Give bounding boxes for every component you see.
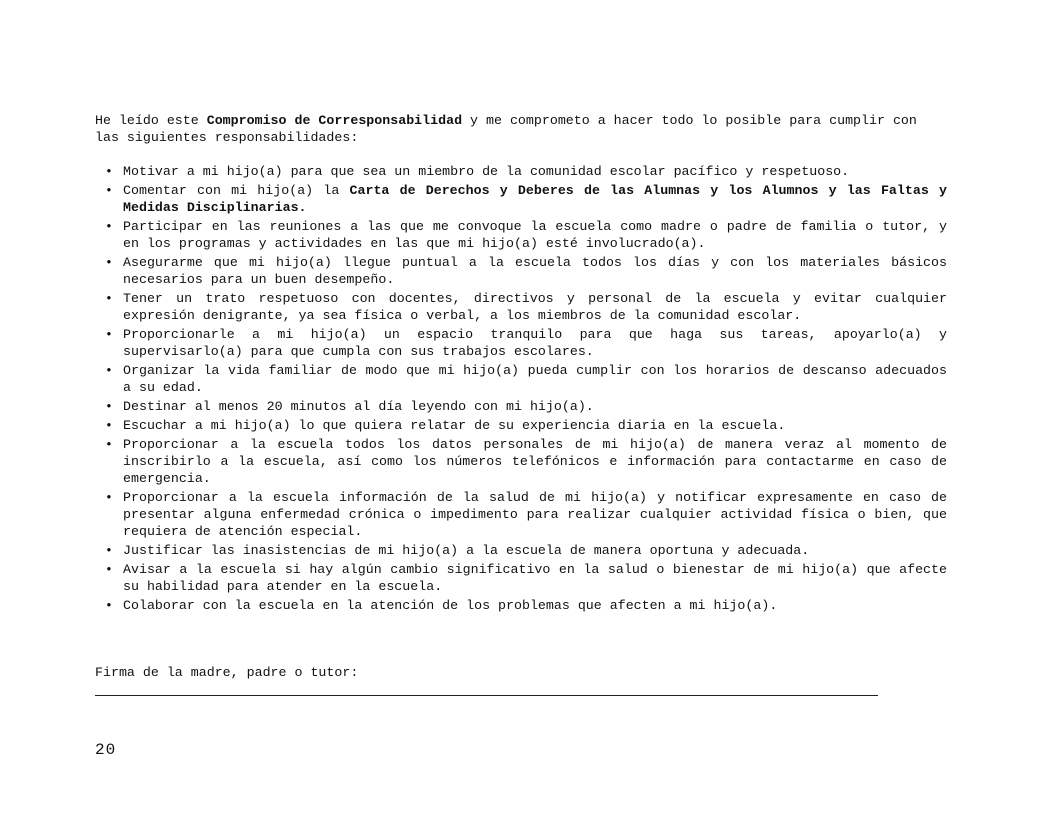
list-item: • Tener un trato respetuoso con docentes, directivos y personal de la escuela y evitar cualquier expresión denigrante, ya sea física o verbal, a los miembros de la comunidad escolar. <box>105 291 947 323</box>
list-item: • Motivar a mi hijo(a) para que sea un miembro de la comunidad escolar pacífico y respetuoso. <box>105 164 850 179</box>
bullet-icon: • <box>105 399 113 414</box>
intro-bold-title: Compromiso de Corresponsabilidad <box>206 113 463 128</box>
list-item: • Organizar la vida familiar de modo que mi hijo(a) pueda cumplir con los horarios de descanso adecuados a su edad. <box>105 363 947 395</box>
bullet-icon: • <box>105 598 113 613</box>
list-item: • Destinar al menos 20 minutos al día leyendo con mi hijo(a). <box>105 399 594 414</box>
bullet-icon: • <box>105 219 113 234</box>
document-body <box>95 112 947 616</box>
list-item: • Proporcionarle a mi hijo(a) un espacio tranquilo para que haga sus tareas, apoyarlo(a) y supervisarlo(a) para que cumpla con sus trabajos escolares. <box>105 327 947 359</box>
signature-label: Firma de la madre, padre o tutor: <box>95 665 359 680</box>
bullet-icon: • <box>105 363 113 378</box>
bullet-icon: • <box>105 437 113 452</box>
signature-line[interactable] <box>95 695 878 696</box>
bullet-icon: • <box>105 183 113 198</box>
list-item: • Proporcionar a la escuela información de la salud de mi hijo(a) y notificar expresamente en caso de presentar alguna enfermedad crónica o impedimento para realizar cualquier actividad física o bien, que requiera de atención especial. <box>105 490 947 539</box>
intro-paragraph <box>95 112 947 146</box>
list-item: • Escuchar a mi hijo(a) lo que quiera relatar de su experiencia diaria en la escuela. <box>105 418 786 433</box>
bullet-icon: • <box>105 255 113 270</box>
list-item: • Proporcionar a la escuela todos los datos personales de mi hijo(a) de manera veraz al momento de inscribirlo a la escuela, así como los números telefónicos e información para contactarme en caso de emergencia. <box>105 437 947 486</box>
list-item: • Asegurarme que mi hijo(a) llegue puntual a la escuela todos los días y con los materiales básicos necesarios para un buen desempeño. <box>105 255 947 287</box>
bullet-icon: • <box>105 291 113 306</box>
bullet-icon: • <box>105 490 113 505</box>
list-item: • Colaborar con la escuela en la atención de los problemas que afecten a mi hijo(a). <box>105 598 778 613</box>
responsibilities-list <box>95 163 947 614</box>
list-item: • Participar en las reuniones a las que me convoque la escuela como madre o padre de familia o tutor, y en los programas y actividades en las que mi hijo(a) esté involucrado(a). <box>105 219 947 251</box>
intro-text-before: He leído este <box>95 113 207 128</box>
list-item: • Justificar las inasistencias de mi hijo(a) a la escuela de manera oportuna y adecuada. <box>105 543 810 558</box>
list-item: • Avisar a la escuela si hay algún cambio significativo en la salud o bienestar de mi hijo(a) que afecte su habilidad para atender en la escuela. <box>105 562 947 594</box>
list-item: • Comentar con mi hijo(a) la Carta de Derechos y Deberes de las Alumnas y los Alumnos y las Faltas y Medidas Disciplinarias. <box>105 183 947 215</box>
page-number: 20 <box>95 741 117 759</box>
charter-title: Carta de Derechos y Deberes de las Alumnas y los Alumnos y las Faltas y Medidas Disciplinarias. <box>123 183 947 215</box>
intro-text-after: y me comprometo a hacer todo lo posible para cumplir con las siguientes responsabilidades: <box>95 113 917 145</box>
bullet-icon: • <box>105 418 113 433</box>
bullet-icon: • <box>105 327 113 342</box>
bullet-icon: • <box>105 562 113 577</box>
bullet-icon: • <box>105 164 113 179</box>
bullet-icon: • <box>105 543 113 558</box>
